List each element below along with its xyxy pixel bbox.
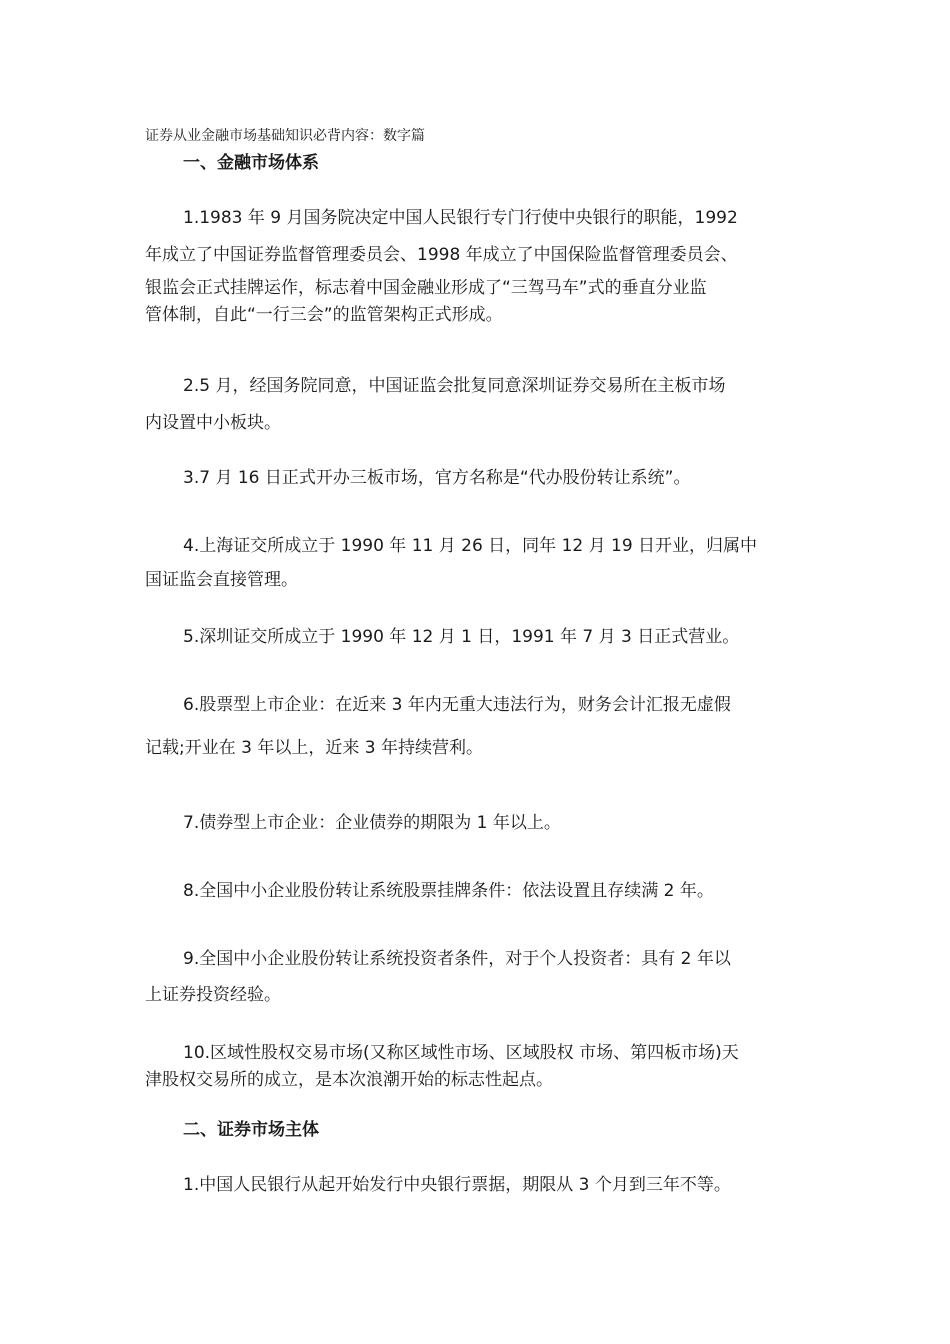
paragraph-line: 2.5 月，经国务院同意，中国证监会批复同意深圳证券交易所在主板市场 bbox=[183, 376, 726, 396]
paragraph-item-8 bbox=[145, 878, 805, 905]
paragraph-line: 7.债券型上市企业：企业债券的期限为 1 年以上。 bbox=[183, 813, 561, 833]
paragraph-line: 上证券投资经验。 bbox=[145, 985, 281, 1005]
paragraph-item-2 bbox=[145, 373, 805, 437]
paragraph-line: 8.全国中小企业股份转让系统股票挂牌条件：依法设置且存续满 2 年。 bbox=[183, 881, 714, 901]
paragraph-item-4 bbox=[145, 533, 805, 594]
paragraph-section2-item-1 bbox=[145, 1172, 805, 1199]
paragraph-item-1 bbox=[145, 205, 805, 329]
paragraph-item-9 bbox=[145, 946, 805, 1009]
document-title: 证券从业金融市场基础知识必背内容：数字篇 bbox=[145, 128, 425, 144]
paragraph-line: 记载;开业在 3 年以上，近来 3 年持续营利。 bbox=[145, 738, 483, 758]
paragraph-line: 9.全国中小企业股份转让系统投资者条件，对于个人投资者：具有 2 年以 bbox=[183, 949, 731, 969]
paragraph-line: 5.深圳证交所成立于 1990 年 12 月 1 日，1991 年 7 月 3 日正式营业。 bbox=[183, 627, 740, 647]
section-heading-financial-market-system: 一、金融市场体系 bbox=[183, 153, 319, 173]
paragraph-line: 国证监会直接管理。 bbox=[145, 570, 298, 590]
paragraph-item-10 bbox=[145, 1040, 805, 1094]
paragraph-line: 1.1983 年 9 月国务院决定中国人民银行专门行使中央银行的职能，1992 bbox=[183, 208, 738, 228]
paragraph-line: 3.7 月 16 日正式开办三板市场，官方名称是“代办股份转让系统”。 bbox=[183, 468, 691, 488]
paragraph-line: 年成立了中国证券监督管理委员会、1998 年成立了中国保险监督管理委员会、 bbox=[145, 245, 738, 265]
paragraph-line: 银监会正式挂牌运作，标志着中国金融业形成了“三驾马车”式的垂直分业监 bbox=[145, 278, 707, 298]
paragraph-line: 4.上海证交所成立于 1990 年 11 月 26 日，同年 12 月 19 日开业，归属中 bbox=[183, 536, 758, 556]
paragraph-line: 6.股票型上市企业：在近来 3 年内无重大违法行为，财务会计汇报无虚假 bbox=[183, 695, 731, 715]
paragraph-line: 内设置中小板块。 bbox=[145, 413, 281, 433]
paragraph-item-7 bbox=[145, 810, 805, 837]
section-heading-securities-market-entities: 二、证券市场主体 bbox=[183, 1120, 319, 1140]
paragraph-item-5 bbox=[145, 624, 805, 651]
paragraph-line: 10.区域性股权交易市场(又称区域性市场、区域股权 市场、第四板市场)天 bbox=[183, 1043, 739, 1063]
paragraph-line: 津股权交易所的成立，是本次浪潮开始的标志性起点。 bbox=[145, 1070, 553, 1090]
paragraph-line: 1.中国人民银行从起开始发行中央银行票据，期限从 3 个月到三年不等。 bbox=[183, 1175, 731, 1195]
paragraph-item-6 bbox=[145, 692, 805, 762]
paragraph-line: 管体制，自此“一行三会”的监管架构正式形成。 bbox=[145, 305, 503, 325]
paragraph-item-3 bbox=[145, 465, 805, 492]
